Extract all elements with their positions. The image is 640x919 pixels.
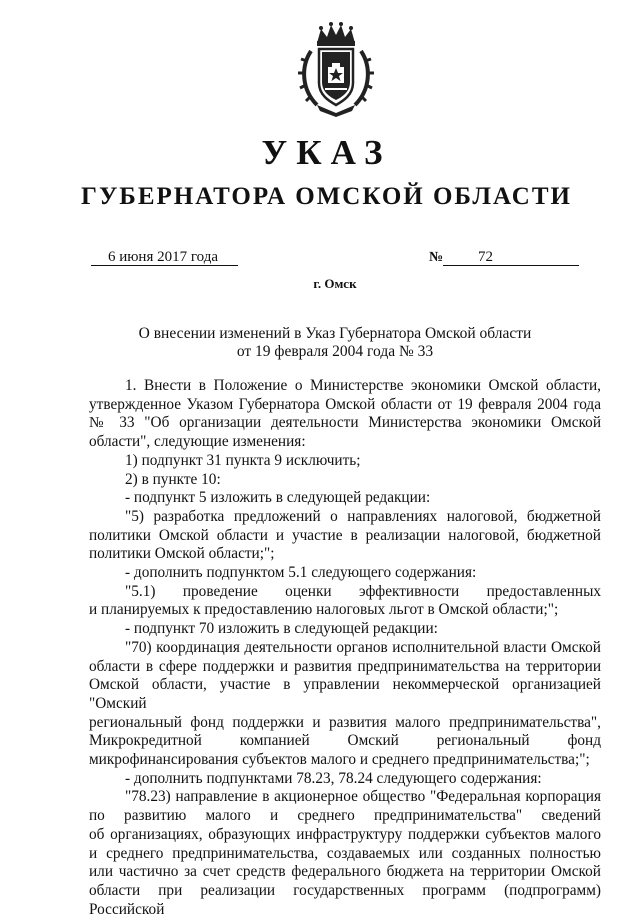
body-line: политики Омской области и участие в реализации налоговой, бюджетной	[89, 526, 601, 544]
body-line: микрофинансирования субъектов малого и среднего предпринимательства;";	[89, 751, 590, 769]
omsk-coat-of-arms-emblem	[297, 21, 375, 117]
body-line: - дополнить подпунктом 5.1 следующего содержания:	[125, 564, 477, 582]
body-line: "78.23) направление в акционерное общество "Федеральная корпорация	[125, 788, 601, 806]
body-line: и планируемых к предоставлению налоговых льгот в Омской области;";	[89, 601, 559, 619]
decree-date: 6 июня 2017 года	[91, 248, 238, 266]
body-line: - подпункт 70 изложить в следующей редакции:	[125, 620, 438, 638]
subject-line: О внесении изменений в Указ Губернатора Омской области	[138, 325, 532, 342]
body-line: 1. Внести в Положение о Министерстве экономики Омской области,	[125, 377, 601, 394]
body-line: политики Омской области;";	[89, 545, 275, 563]
decree-city: г. Омск	[313, 276, 357, 291]
decree-body	[89, 377, 601, 919]
body-line: 1) подпункт 31 пункта 9 исключить;	[125, 451, 361, 469]
body-line: утвержденное Указом Губернатора Омской области от 19 февраля 2004 года	[89, 395, 601, 413]
body-line: № 33 "Об организации деятельности Министерства экономики Омской	[89, 414, 601, 432]
body-line: об организациях, образующих инфраструктуру поддержки субъектов малого	[89, 825, 601, 843]
body-line: "70) координация деятельности органов исполнительной власти Омской	[125, 638, 601, 656]
number-sign: №	[429, 250, 444, 265]
body-line: и среднего предпринимательства, создаваемых или созданных полностью	[89, 844, 601, 862]
body-line: или частично за счет средств федерального бюджета на территории Омской	[89, 863, 601, 881]
decree-title: УКАЗ	[261, 133, 392, 172]
decree-subject	[0, 325, 640, 361]
body-line: "5) разработка предложений о направлениях налоговой, бюджетной	[125, 507, 601, 525]
body-line: области при реализации государственных программ (подпрограмм) Российской	[89, 881, 601, 918]
body-line: региональный фонд поддержки и развития малого предпринимательства",	[89, 713, 601, 731]
body-line: Омской области, участие в управлении некоммерческой организацией "Омский	[89, 676, 601, 712]
decree-subtitle: ГУБЕРНАТОРА ОМСКОЙ ОБЛАСТИ	[81, 183, 572, 210]
body-line: по развитию малого и среднего предпринимательства" сведений	[89, 807, 601, 825]
body-line: - дополнить подпунктами 78.23, 78.24 следующего содержания:	[125, 769, 542, 787]
body-line: 2) в пункте 10:	[125, 470, 221, 488]
body-line: - подпункт 5 изложить в следующей редакции:	[125, 489, 431, 507]
decree-number: 72	[443, 248, 579, 266]
subject-line: от 19 февраля 2004 года № 33	[236, 343, 434, 360]
body-line: Микрокредитной компанией Омский региональный фонд	[89, 732, 601, 750]
body-line: "5.1) проведение оценки эффективности предоставленных	[125, 582, 601, 600]
body-line: области в сфере поддержки и развития предпринимательства на территории	[89, 657, 601, 675]
body-line: области", следующие изменения:	[89, 433, 306, 451]
